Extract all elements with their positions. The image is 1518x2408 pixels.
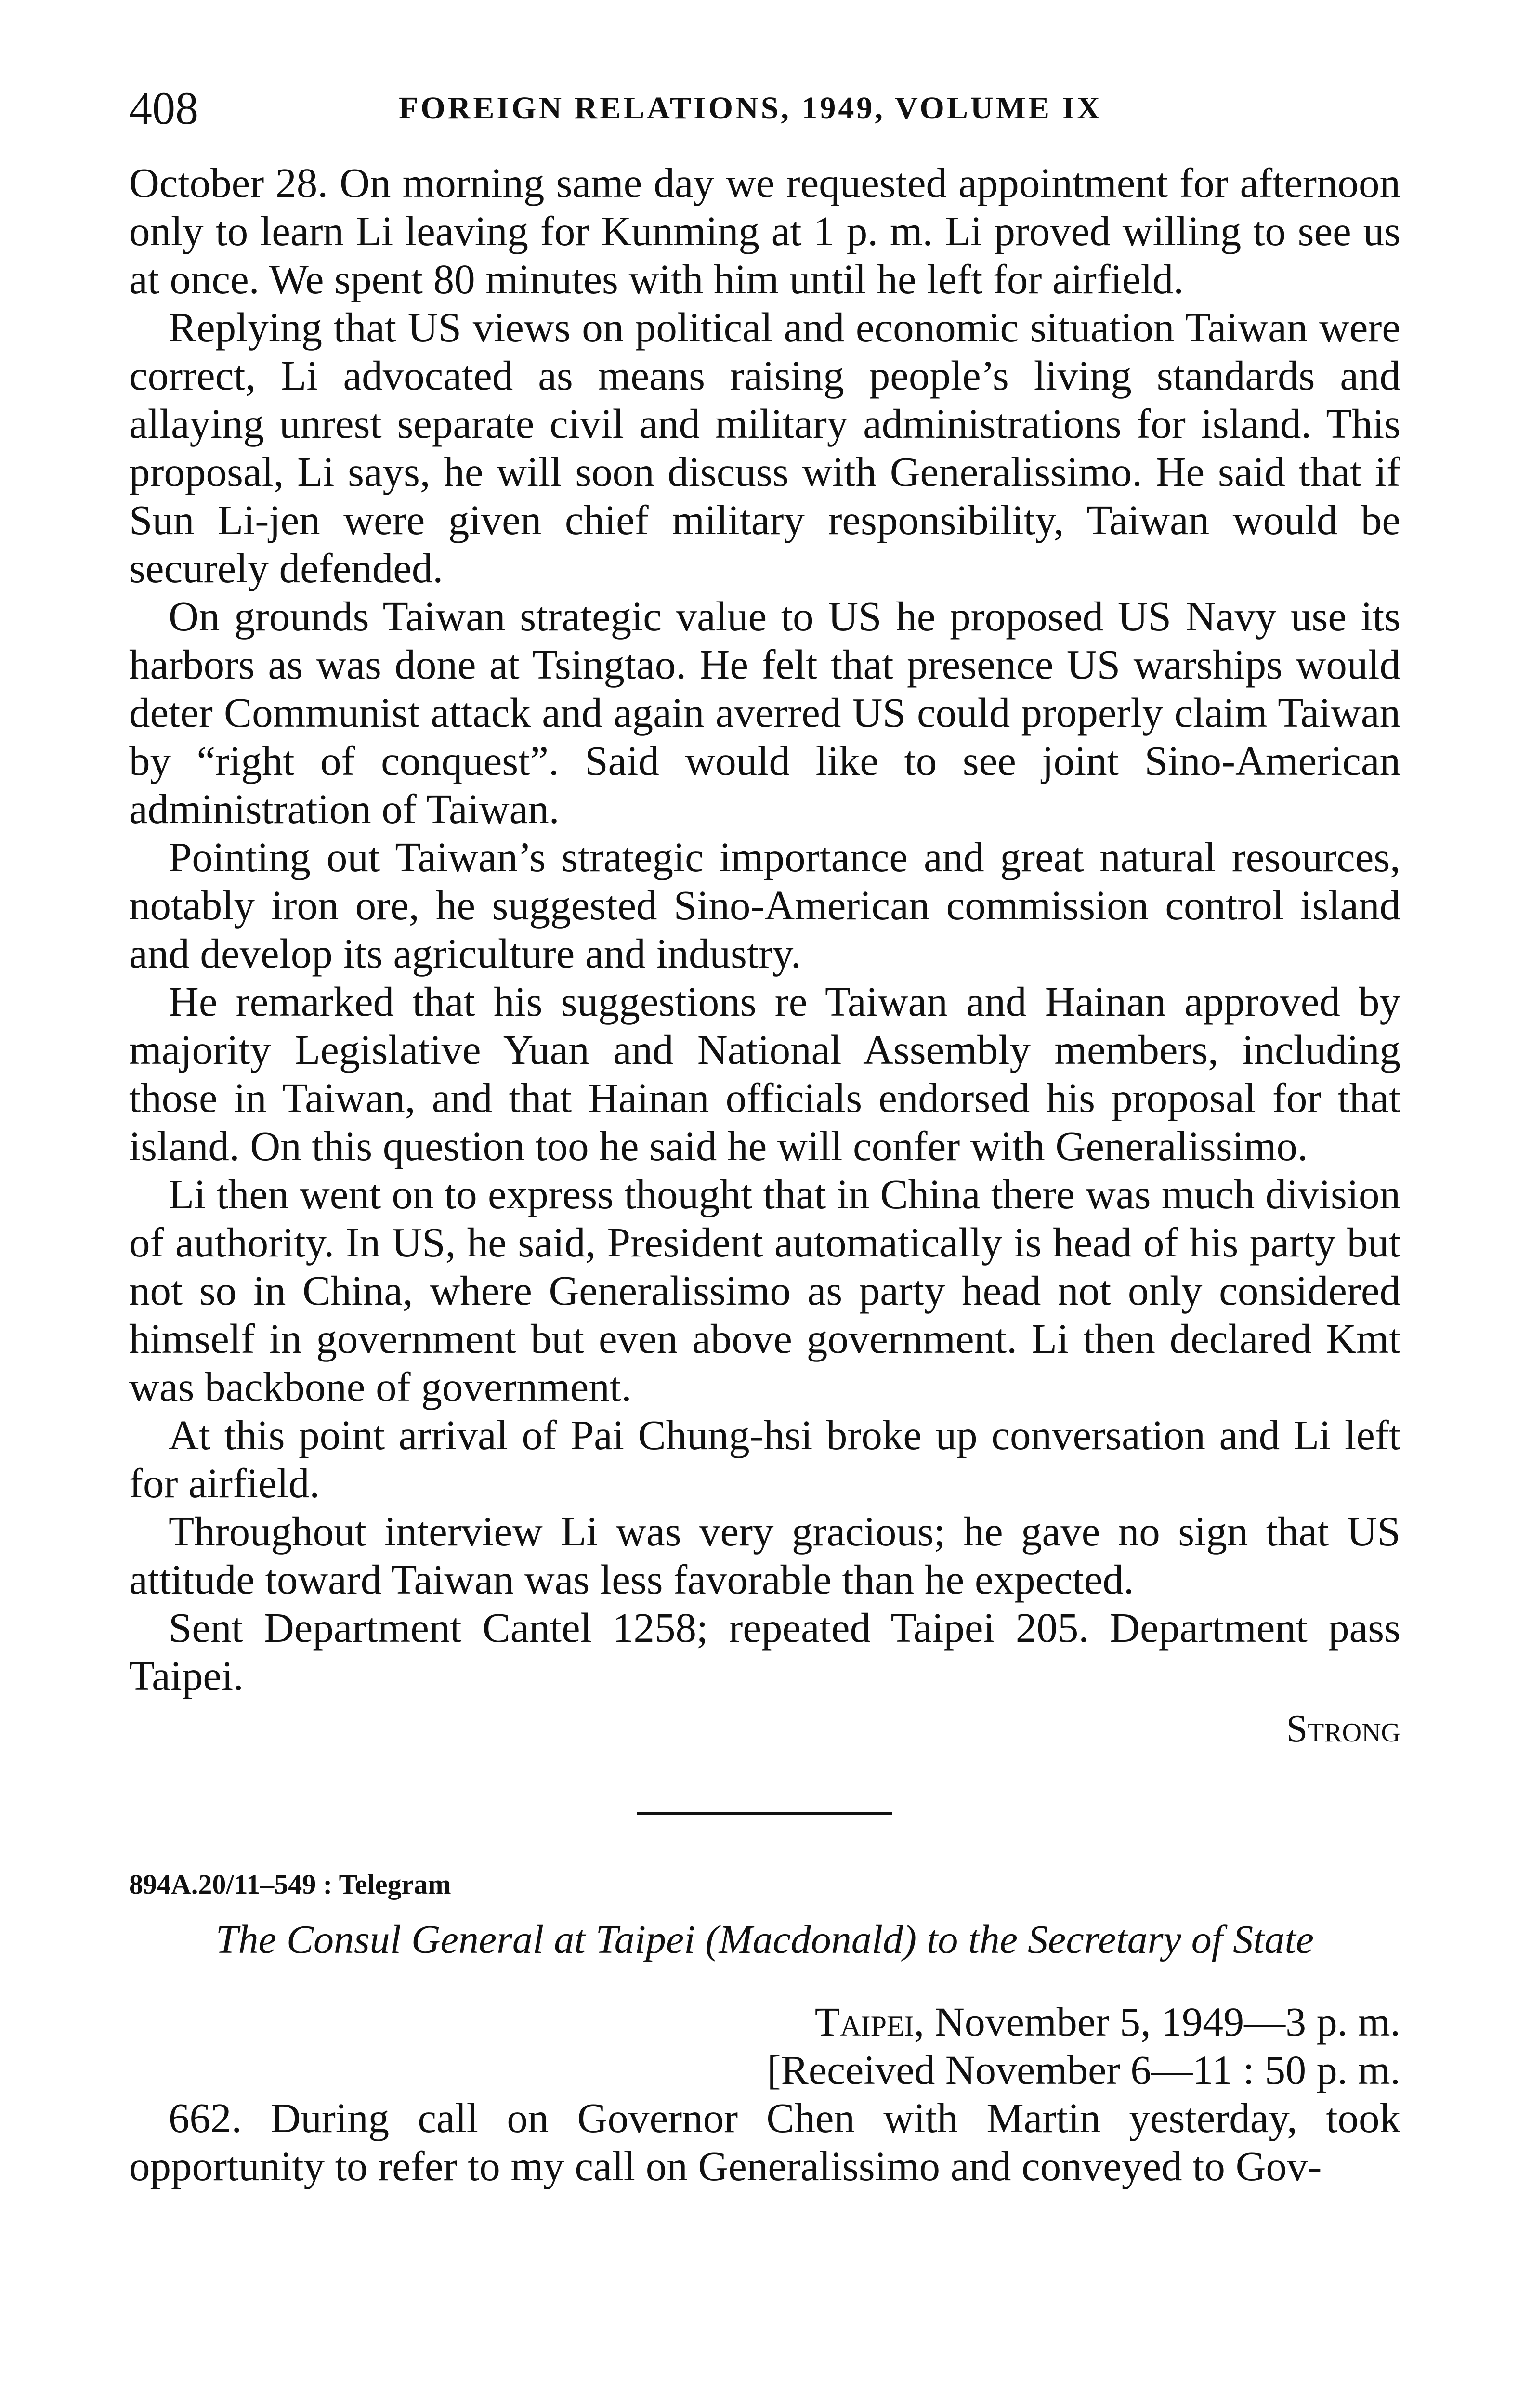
paragraph: Sent Department Cantel 1258; repeated Taipei 205. Department pass Taipei. <box>129 1604 1400 1699</box>
paragraph: 662. During call on Governor Chen with Martin yesterday, took opportunity to refer to my call on Generalissimo and conveyed to Gov- <box>129 2094 1400 2189</box>
document-title: The Consul General at Taipei (Macdonald) to the Secretary of State <box>215 1917 1314 1962</box>
paragraph: Pointing out Taiwan’s strategic importance and great natural resources, notably iron ore, he suggested Sino-American commission control island and develop its agriculture and industry. <box>129 834 1400 977</box>
dateline-received: [Received November 6—11 : 50 p. m. <box>767 2047 1400 2093</box>
running-head: FOREIGN RELATIONS, 1949, VOLUME IX <box>399 91 1102 126</box>
page-number: 408 <box>129 82 198 134</box>
paragraph: At this point arrival of Pai Chung-hsi broke up conversation and Li left for airfield. <box>129 1412 1400 1506</box>
paragraph: October 28. On morning same day we requested appointment for afternoon only to learn Li leaving for Kunming at 1 p. m. Li proved willing to see us at once. We spent 80 minutes with him until he left for airfield. <box>129 159 1400 302</box>
paragraph: Replying that US views on political and economic situation Taiwan were correct, Li advocated as means raising people’s living standards and allaying unrest separate civil and military administrations for island. This proposal, Li says, he will soon discuss with Generalissimo. He said that if Sun Li-jen were given chief military responsibility, Taiwan would be securely defended. <box>129 304 1400 591</box>
paragraph: Li then went on to express thought that in China there was much division of authority. In US, he said, President automatically is head of his party but not so in China, where Generalissimo as party head not only considered himself in government but even above government. Li then declared Kmt was backbone of government. <box>129 1171 1400 1410</box>
file-reference: 894A.20/11–549 : Telegram <box>129 1869 451 1900</box>
dateline-sent <box>129 1998 1400 2046</box>
dateline-sent-time: November 5, 1949—3 p. m. <box>934 1999 1400 2045</box>
paragraph: On grounds Taiwan strategic value to US he proposed US Navy use its harbors as was done at Tsingtao. He felt that presence US warships would deter Communist attack and again averred US could properly claim Taiwan by “right of conquest”. Said would like to see joint Sino-American administration of Taiwan. <box>129 593 1400 832</box>
paragraph: He remarked that his suggestions re Taiwan and Hainan approved by majority Legislative Yuan and National Assembly members, including those in Taiwan, and that Hainan officials endorsed his proposal for that island. On this question too he said he will confer with Generalissimo. <box>129 978 1400 1169</box>
body-text <box>129 159 1400 2190</box>
section-divider <box>637 1812 892 1815</box>
page-header <box>129 75 1400 142</box>
paragraph: Throughout interview Li was very gracious; he gave no sign that US attitude toward Taiwan was less favorable than he expected. <box>129 1508 1400 1603</box>
dateline-city: Taipei, <box>814 1999 925 2045</box>
signature: Strong <box>1286 1708 1400 1750</box>
